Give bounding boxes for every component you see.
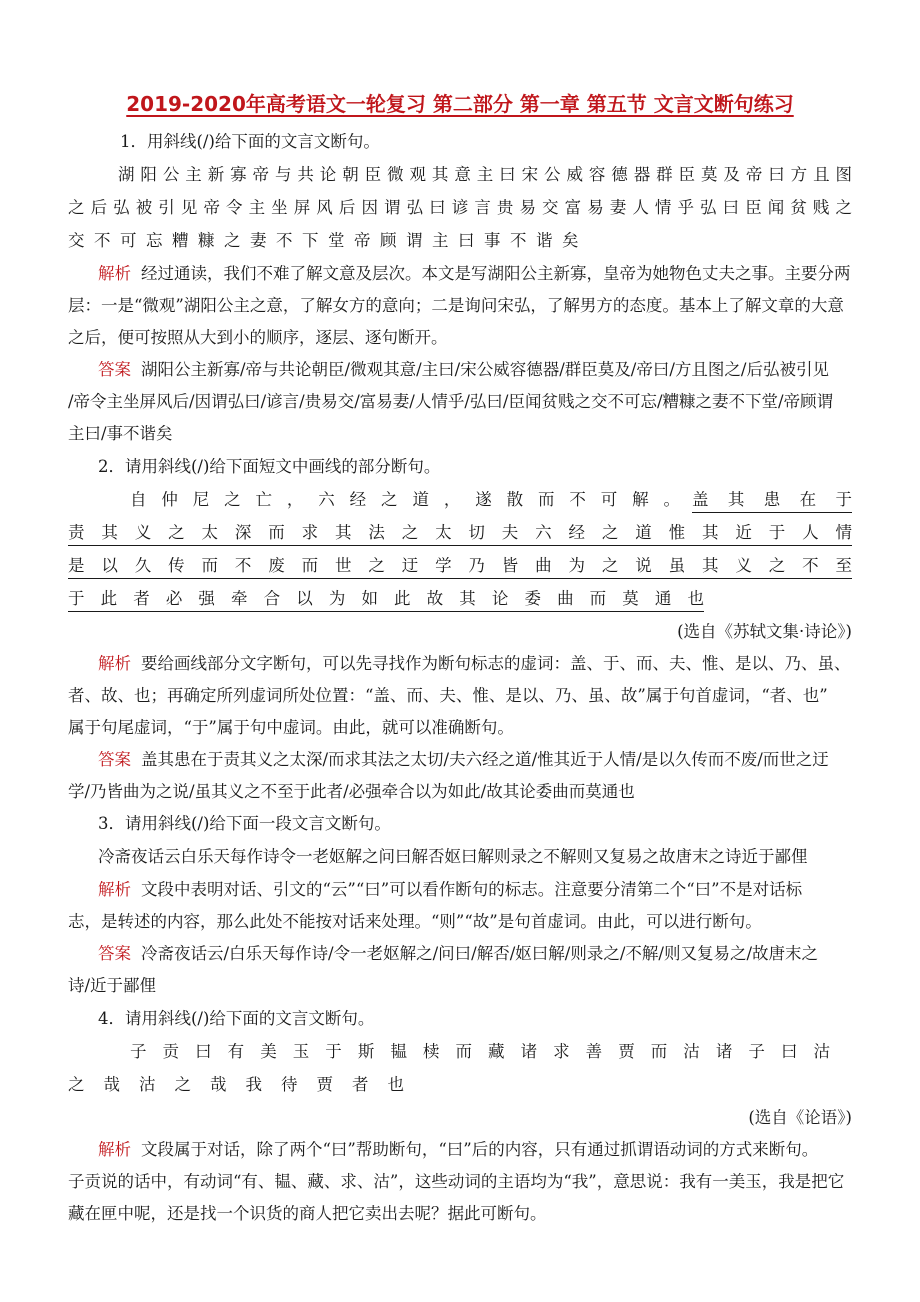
q1-analysis-line-1 <box>98 262 851 286</box>
q4-text-line-1: 子贡曰有美玉于斯韫椟而藏诸求善贾而沽诸子曰沽 <box>130 1042 830 1061</box>
q1-answer-line-3: 主曰/事不谐矣 <box>68 424 173 443</box>
q2-underlined-line-2: 是以久传而不废而世之迂学乃皆曲为之说虽其义之不至 <box>68 554 852 579</box>
q1-text-line-3: 交不可忘糟糠之妻不下堂帝顾谓主曰事不谐矣 <box>68 231 588 250</box>
analysis-label: 解析 <box>98 880 131 899</box>
analysis-label: 解析 <box>98 264 131 283</box>
answer-label: 答案 <box>98 360 131 379</box>
analysis-label: 解析 <box>98 1140 131 1159</box>
q1-analysis-line-3: 之后，便可按照从大到小的顺序，逐层、逐句断开。 <box>68 328 448 347</box>
q2-analysis-line-2: 者、故、也；再确定所列虚词所处位置：“盖、而、夫、惟、是以、乃、虽、故”属于句首虚词，“者、也” <box>68 686 828 705</box>
analysis-label: 解析 <box>98 654 131 673</box>
q2-analysis-line-3: 属于句尾虚词，“于”属于句中虚词。由此，就可以准确断句。 <box>68 718 514 737</box>
q2-intro: 自仲尼之亡，六经之道，遂散而不可解。 <box>130 490 680 509</box>
q2-source: (选自《苏轼文集·诗论》) <box>677 622 852 641</box>
q4-source: (选自《论语》) <box>748 1108 852 1127</box>
q4-text-line-2: 之哉沽之哉我待贾者也 <box>68 1075 423 1094</box>
answer-label: 答案 <box>98 944 131 963</box>
q2-underlined-line-1: 责其义之太深而求其法之太切夫六经之道惟其近于人情 <box>68 521 852 546</box>
q1-prompt: 1．用斜线(/)给下面的文言文断句。 <box>120 132 380 151</box>
q4-prompt: 4．请用斜线(/)给下面的文言文断句。 <box>98 1009 375 1028</box>
q2-answer-line-1 <box>98 748 829 772</box>
q2-prompt: 2．请用斜线(/)给下面短文中画线的部分断句。 <box>98 457 441 476</box>
q4-analysis-text: 文段属于对话，除了两个“曰”帮助断句，“曰”后的内容，只有通过抓谓语动词的方式来断句。 <box>141 1140 819 1159</box>
q3-analysis-line-2: 志，是转述的内容，那么此处不能按对话来处理。“则”“故”是句首虚词。由此，可以进行断句。 <box>68 912 762 931</box>
q1-answer-text: 湖阳公主新寡/帝与共论朝臣/微观其意/主曰/宋公威容德器/群臣莫及/帝曰/方且图之/后弘被引见 <box>141 360 829 379</box>
q3-analysis-text: 文段中表明对话、引文的“云”“曰”可以看作断句的标志。注意要分清第二个“曰”不是对话标 <box>141 880 803 899</box>
q2-underlined-line-3: 于此者必强牵合以为如此故其论委曲而莫通也 <box>68 587 704 612</box>
q2-analysis-line-1 <box>98 652 851 676</box>
q3-text: 冷斋夜话云白乐天每作诗令一老妪解之问曰解否妪曰解则录之不解则又复易之故唐末之诗近于鄙俚 <box>98 847 808 866</box>
q1-answer-line-2: /帝令主坐屏风后/因谓弘曰/谚言/贵易交/富易妻/人情乎/弘曰/臣闻贫贱之交不可忘/糟糠之妻不下堂/帝顾谓 <box>68 392 834 411</box>
q4-analysis-line-1 <box>98 1138 818 1162</box>
q2-underlined-start: 盖其患在于 <box>692 488 852 513</box>
q1-text-line-2: 之后弘被引见帝令主坐屏风后因谓弘曰谚言贵易交富易妻人情乎弘曰臣闻贫贱之 <box>68 198 852 217</box>
answer-label: 答案 <box>98 750 131 769</box>
q3-answer-line-1 <box>98 942 818 966</box>
q2-analysis-text: 要给画线部分文字断句，可以先寻找作为断句标志的虚词：盖、于、而、夫、惟、是以、乃、虽、 <box>141 654 851 673</box>
q2-answer-text: 盖其患在于责其义之太深/而求其法之太切/夫六经之道/惟其近于人情/是以久传而不废/而世之迂 <box>141 750 829 769</box>
q3-answer-text: 冷斋夜话云/白乐天每作诗/令一老妪解之/问曰/解否/妪曰解/则录之/不解/则又复易之/故唐末之 <box>141 944 819 963</box>
q3-answer-line-2: 诗/近于鄙俚 <box>68 976 157 995</box>
q1-analysis-text: 经过通读，我们不难了解文意及层次。本文是写湖阳公主新寡，皇帝为她物色丈夫之事。主要分两 <box>141 264 851 283</box>
q1-answer-line-1 <box>98 358 829 382</box>
document-title: 2019-2020年高考语文一轮复习 第二部分 第一章 第五节 文言文断句练习 <box>126 92 794 116</box>
q3-analysis-line-1 <box>98 878 802 902</box>
q4-analysis-line-3: 藏在匣中呢，还是找一个识货的商人把它卖出去呢？据此可断句。 <box>68 1204 547 1223</box>
q2-answer-line-2: 学/乃皆曲为之说/虽其义之不至于此者/必强牵合以为如此/故其论委曲而莫通也 <box>68 782 635 801</box>
q4-analysis-line-2: 子贡说的话中，有动词“有、韫、藏、求、沽”，这些动词的主语均为“我”，意思说：我有一美玉，我是把它 <box>68 1172 845 1191</box>
q1-text-line-1: 湖阳公主新寡帝与共论朝臣微观其意主曰宋公威容德器群臣莫及帝曰方且图 <box>118 165 852 184</box>
q3-prompt: 3．请用斜线(/)给下面一段文言文断句。 <box>98 814 391 833</box>
q1-analysis-line-2: 层：一是“微观”湖阳公主之意，了解女方的意向；二是询问宋弘，了解男方的态度。基本上了解文章的大意 <box>68 296 844 315</box>
